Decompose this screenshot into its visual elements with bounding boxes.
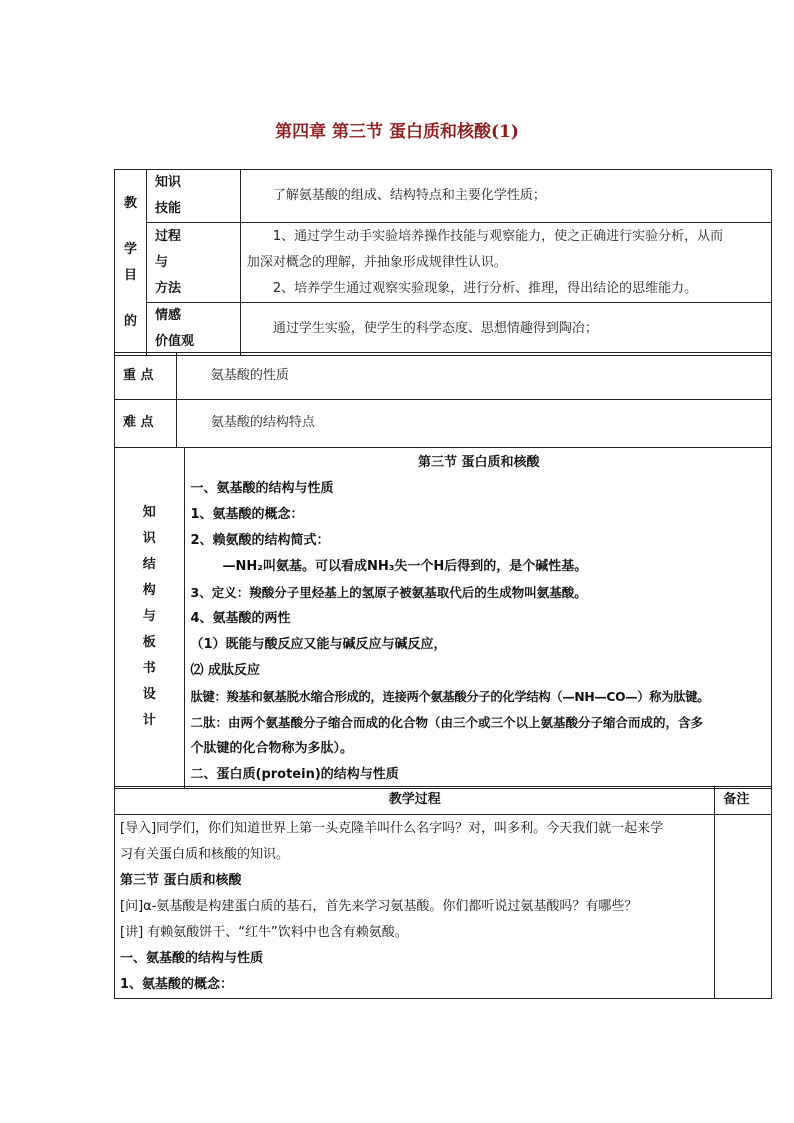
page-title: 第四章 第三节 蛋白质和核酸(1) [275,122,519,142]
objectives-side-label [115,170,147,356]
board-line: 1、氨基酸的概念： [190,507,304,522]
board-heading: 第三节 蛋白质和核酸 [417,455,540,470]
side-char: 结 [142,557,156,572]
side-char: 目 [123,267,137,283]
process-line: 第三节 蛋白质和核酸 [120,873,242,888]
side-char: 设 [142,687,156,702]
board-line: 2、赖氨酸的结构简式： [190,533,330,548]
objective-label-knowledge: 知识 技能 [146,170,240,223]
points-table [114,352,772,448]
objective-content-knowledge: 了解氨基酸的组成、结构特点和主要化学性质； [240,170,771,223]
board-line: 4、氨基酸的两性 [190,611,291,626]
side-char: 教 [123,195,137,211]
side-char: 学 [123,241,137,257]
objective-label-emotion: 情感 价值观 [146,303,240,356]
process-line: 1、氨基酸的概念： [120,977,234,992]
side-char: 与 [142,609,156,624]
board-line: 二、蛋白质(protein)的结构与性质 [190,767,399,782]
side-char: 知 [142,505,156,520]
process-header: 教学过程 [115,787,715,815]
process-line: [导入]同学们，你们知道世界上第一头克隆羊叫什么名字吗？对，叫多利。今天我们就一起来学 [120,821,664,836]
difficult-point-content: 氨基酸的结构特点 [176,400,771,448]
board-line: 个肽键的化合物称为多肽）。 [190,741,354,756]
side-char: 板 [142,635,156,650]
side-char: 计 [142,713,156,728]
board-line: （1）既能与酸反应又能与碱反应与碱反应， [190,637,447,652]
remark-header: 备注 [715,787,772,815]
side-char: 构 [142,583,156,598]
process-line: [问]α-氨基酸是构建蛋白质的基石，首先来学习氨基酸。你们都听说过氨基酸吗？有哪些？ [120,899,638,914]
process-line: 一、氨基酸的结构与性质 [120,951,264,966]
board-line: 3、定义：羧酸分子里烃基上的氢原子被氨基取代后的生成物叫氨基酸。 [190,585,587,600]
key-point-label: 重 点 [115,353,177,400]
process-line: 习有关蛋白质和核酸的知识。 [120,847,290,862]
remark-cell [715,815,772,999]
board-table [114,447,772,789]
key-point-content: 氨基酸的性质 [176,353,771,400]
objective-content-process: 1、通过学生动手实验培养操作技能与观察能力，使之正确进行实验分析，从而 加深对概念的理解，并抽象形成规律性认识。 2、培养学生通过观察实验现象，进行分析、推理，得出结论的思维能力。 [240,223,771,303]
objective-content-emotion: 通过学生实验，使学生的科学态度、思想情趣得到陶冶； [240,303,771,356]
objective-label-process: 过程 与 方法 [146,223,240,303]
board-side-label [115,448,185,789]
side-char: 的 [123,313,137,329]
board-content [184,448,772,789]
difficult-point-label: 难 点 [115,400,177,448]
board-line: 肽键：羧基和氨基脱水缩合形成的，连接两个氨基酸分子的化学结构（—NH—CO—）称为肽键。 [190,690,710,704]
board-line: —NH₂叫氨基。可以看成NH₃失一个H后得到的，是个碱性基。 [222,559,588,574]
process-line: [讲] 有赖氨酸饼干、“红牛”饮料中也含有赖氨酸。 [120,925,408,940]
side-char: 识 [142,531,156,546]
board-line: ⑵ 成肽反应 [190,663,261,678]
process-content [115,815,715,999]
board-line: 一、氨基酸的结构与性质 [190,481,334,496]
process-table [114,786,772,999]
board-line: 二肽：由两个氨基酸分子缩合而成的化合物（由三个或三个以上氨基酸分子缩合而成的，含多 [190,715,704,730]
side-char: 书 [142,661,156,676]
objectives-table [114,169,772,356]
